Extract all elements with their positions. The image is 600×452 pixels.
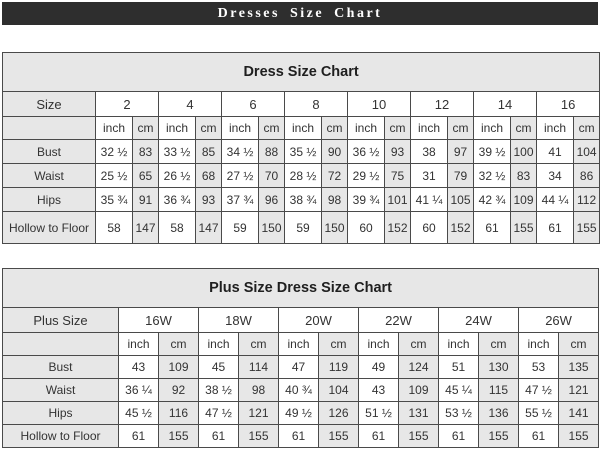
measurement-value: 61 [537, 212, 574, 244]
unit-inch-label: inch [285, 117, 322, 140]
measurement-value: 109 [511, 188, 537, 212]
size-column-header: 16 [537, 92, 600, 117]
unit-inch-label: inch [537, 117, 574, 140]
unit-cm-label: cm [399, 333, 439, 356]
size-column-header: 26W [519, 308, 599, 333]
size-column-header: 18W [199, 308, 279, 333]
measurement-label: Hips [3, 402, 119, 425]
unit-row-empty-cell [3, 333, 119, 356]
size-row-label: Size [3, 92, 96, 117]
measurement-value: 155 [159, 425, 199, 448]
measurement-value: 51 [439, 356, 479, 379]
measurement-value: 59 [285, 212, 322, 244]
page-title: Dresses Size Chart [217, 5, 383, 21]
measurement-value: 38 ½ [199, 379, 239, 402]
measurement-value: 39 ¾ [348, 188, 385, 212]
measurement-value: 61 [519, 425, 559, 448]
measurement-value: 150 [259, 212, 285, 244]
measurement-value: 83 [133, 140, 159, 164]
unit-inch-label: inch [348, 117, 385, 140]
measurement-row [3, 164, 600, 188]
measurement-value: 61 [199, 425, 239, 448]
measurement-value: 79 [448, 164, 474, 188]
unit-inch-label: inch [359, 333, 399, 356]
measurement-value: 40 ¾ [279, 379, 319, 402]
measurement-value: 109 [159, 356, 199, 379]
unit-inch-label: inch [159, 117, 196, 140]
unit-row-empty-cell [3, 117, 96, 140]
unit-cm-label: cm [196, 117, 222, 140]
measurement-value: 33 ½ [159, 140, 196, 164]
measurement-value: 147 [133, 212, 159, 244]
measurement-label: Bust [3, 356, 119, 379]
size-column-header: 12 [411, 92, 474, 117]
unit-inch-label: inch [199, 333, 239, 356]
measurement-row [3, 379, 599, 402]
size-header-row [3, 308, 599, 333]
table-title: Plus Size Dress Size Chart [3, 269, 599, 308]
measurement-value: 115 [479, 379, 519, 402]
measurement-value: 86 [574, 164, 600, 188]
size-column-header: 22W [359, 308, 439, 333]
unit-inch-label: inch [474, 117, 511, 140]
measurement-value: 121 [559, 379, 599, 402]
measurement-value: 58 [159, 212, 196, 244]
measurement-value: 75 [385, 164, 411, 188]
measurement-value: 42 ¾ [474, 188, 511, 212]
measurement-row [3, 188, 600, 212]
size-column-header: 24W [439, 308, 519, 333]
measurement-value: 29 ½ [348, 164, 385, 188]
size-column-header: 20W [279, 308, 359, 333]
measurement-value: 72 [322, 164, 348, 188]
measurement-value: 88 [259, 140, 285, 164]
measurement-value: 49 [359, 356, 399, 379]
measurement-value: 60 [411, 212, 448, 244]
unit-cm-label: cm [239, 333, 279, 356]
measurement-value: 104 [319, 379, 359, 402]
measurement-value: 61 [474, 212, 511, 244]
table-title: Dress Size Chart [3, 53, 600, 92]
measurement-value: 98 [322, 188, 348, 212]
measurement-value: 53 ½ [439, 402, 479, 425]
unit-header-row [3, 333, 599, 356]
measurement-value: 101 [385, 188, 411, 212]
measurement-label: Waist [3, 164, 96, 188]
measurement-value: 53 [519, 356, 559, 379]
measurement-value: 150 [322, 212, 348, 244]
unit-inch-label: inch [222, 117, 259, 140]
measurement-value: 126 [319, 402, 359, 425]
measurement-value: 155 [479, 425, 519, 448]
measurement-value: 105 [448, 188, 474, 212]
measurement-value: 32 ½ [474, 164, 511, 188]
measurement-value: 116 [159, 402, 199, 425]
measurement-value: 112 [574, 188, 600, 212]
measurement-value: 45 [199, 356, 239, 379]
measurement-value: 85 [196, 140, 222, 164]
unit-inch-label: inch [279, 333, 319, 356]
measurement-value: 155 [239, 425, 279, 448]
measurement-value: 43 [119, 356, 159, 379]
measurement-value: 39 ½ [474, 140, 511, 164]
plus-size-dress-size-chart-table [2, 268, 599, 448]
unit-cm-label: cm [574, 117, 600, 140]
unit-inch-label: inch [96, 117, 133, 140]
measurement-value: 28 ½ [285, 164, 322, 188]
measurement-row [3, 425, 599, 448]
measurement-value: 43 [359, 379, 399, 402]
measurement-value: 92 [159, 379, 199, 402]
measurement-value: 51 ½ [359, 402, 399, 425]
measurement-value: 68 [196, 164, 222, 188]
measurement-value: 26 ½ [159, 164, 196, 188]
unit-inch-label: inch [519, 333, 559, 356]
size-column-header: 2 [96, 92, 159, 117]
measurement-label: Waist [3, 379, 119, 402]
table-title-row [3, 269, 599, 308]
measurement-value: 141 [559, 402, 599, 425]
measurement-value: 35 ½ [285, 140, 322, 164]
measurement-value: 36 ½ [348, 140, 385, 164]
measurement-value: 45 ½ [119, 402, 159, 425]
measurement-value: 61 [439, 425, 479, 448]
measurement-value: 104 [574, 140, 600, 164]
measurement-value: 35 ¾ [96, 188, 133, 212]
measurement-value: 47 [279, 356, 319, 379]
measurement-value: 37 ¾ [222, 188, 259, 212]
measurement-value: 47 ½ [199, 402, 239, 425]
measurement-value: 27 ½ [222, 164, 259, 188]
measurement-label: Hips [3, 188, 96, 212]
measurement-value: 70 [259, 164, 285, 188]
measurement-value: 36 ¼ [119, 379, 159, 402]
measurement-value: 49 ½ [279, 402, 319, 425]
measurement-row [3, 140, 600, 164]
measurement-value: 47 ½ [519, 379, 559, 402]
measurement-value: 41 [537, 140, 574, 164]
measurement-value: 93 [385, 140, 411, 164]
measurement-value: 44 ¼ [537, 188, 574, 212]
measurement-value: 91 [133, 188, 159, 212]
unit-cm-label: cm [511, 117, 537, 140]
measurement-value: 124 [399, 356, 439, 379]
measurement-value: 97 [448, 140, 474, 164]
measurement-value: 119 [319, 356, 359, 379]
measurement-value: 130 [479, 356, 519, 379]
measurement-value: 155 [511, 212, 537, 244]
measurement-value: 135 [559, 356, 599, 379]
unit-cm-label: cm [322, 117, 348, 140]
measurement-value: 131 [399, 402, 439, 425]
measurement-row [3, 356, 599, 379]
unit-inch-label: inch [411, 117, 448, 140]
size-row-label: Plus Size [3, 308, 119, 333]
size-column-header: 14 [474, 92, 537, 117]
measurement-value: 60 [348, 212, 385, 244]
measurement-value: 155 [574, 212, 600, 244]
measurement-value: 100 [511, 140, 537, 164]
measurement-value: 61 [279, 425, 319, 448]
measurement-value: 152 [385, 212, 411, 244]
table-title-row [3, 53, 600, 92]
unit-inch-label: inch [439, 333, 479, 356]
measurement-value: 98 [239, 379, 279, 402]
measurement-value: 96 [259, 188, 285, 212]
measurement-value: 34 [537, 164, 574, 188]
unit-inch-label: inch [119, 333, 159, 356]
page-title-bar [2, 2, 598, 25]
measurement-value: 114 [239, 356, 279, 379]
measurement-value: 136 [479, 402, 519, 425]
measurement-value: 55 ½ [519, 402, 559, 425]
measurement-row [3, 402, 599, 425]
unit-cm-label: cm [385, 117, 411, 140]
measurement-value: 25 ½ [96, 164, 133, 188]
measurement-value: 58 [96, 212, 133, 244]
measurement-value: 147 [196, 212, 222, 244]
measurement-value: 155 [399, 425, 439, 448]
dress-size-chart-table [2, 52, 600, 244]
measurement-value: 41 ¼ [411, 188, 448, 212]
measurement-value: 90 [322, 140, 348, 164]
measurement-value: 32 ½ [96, 140, 133, 164]
measurement-value: 45 ¼ [439, 379, 479, 402]
size-header-row [3, 92, 600, 117]
measurement-value: 59 [222, 212, 259, 244]
measurement-value: 61 [119, 425, 159, 448]
measurement-value: 155 [319, 425, 359, 448]
size-column-header: 10 [348, 92, 411, 117]
unit-cm-label: cm [133, 117, 159, 140]
unit-cm-label: cm [448, 117, 474, 140]
measurement-value: 61 [359, 425, 399, 448]
measurement-value: 152 [448, 212, 474, 244]
measurement-value: 36 ¾ [159, 188, 196, 212]
measurement-value: 31 [411, 164, 448, 188]
size-column-header: 4 [159, 92, 222, 117]
unit-cm-label: cm [559, 333, 599, 356]
size-column-header: 16W [119, 308, 199, 333]
measurement-label: Hollow to Floor [3, 425, 119, 448]
measurement-value: 83 [511, 164, 537, 188]
measurement-label: Hollow to Floor [3, 212, 96, 244]
measurement-value: 38 [411, 140, 448, 164]
measurement-value: 38 ¾ [285, 188, 322, 212]
measurement-value: 109 [399, 379, 439, 402]
measurement-row [3, 212, 600, 244]
size-column-header: 6 [222, 92, 285, 117]
size-column-header: 8 [285, 92, 348, 117]
unit-header-row [3, 117, 600, 140]
measurement-value: 65 [133, 164, 159, 188]
unit-cm-label: cm [479, 333, 519, 356]
unit-cm-label: cm [159, 333, 199, 356]
measurement-value: 93 [196, 188, 222, 212]
measurement-value: 34 ½ [222, 140, 259, 164]
unit-cm-label: cm [319, 333, 359, 356]
measurement-value: 121 [239, 402, 279, 425]
measurement-value: 155 [559, 425, 599, 448]
measurement-label: Bust [3, 140, 96, 164]
unit-cm-label: cm [259, 117, 285, 140]
